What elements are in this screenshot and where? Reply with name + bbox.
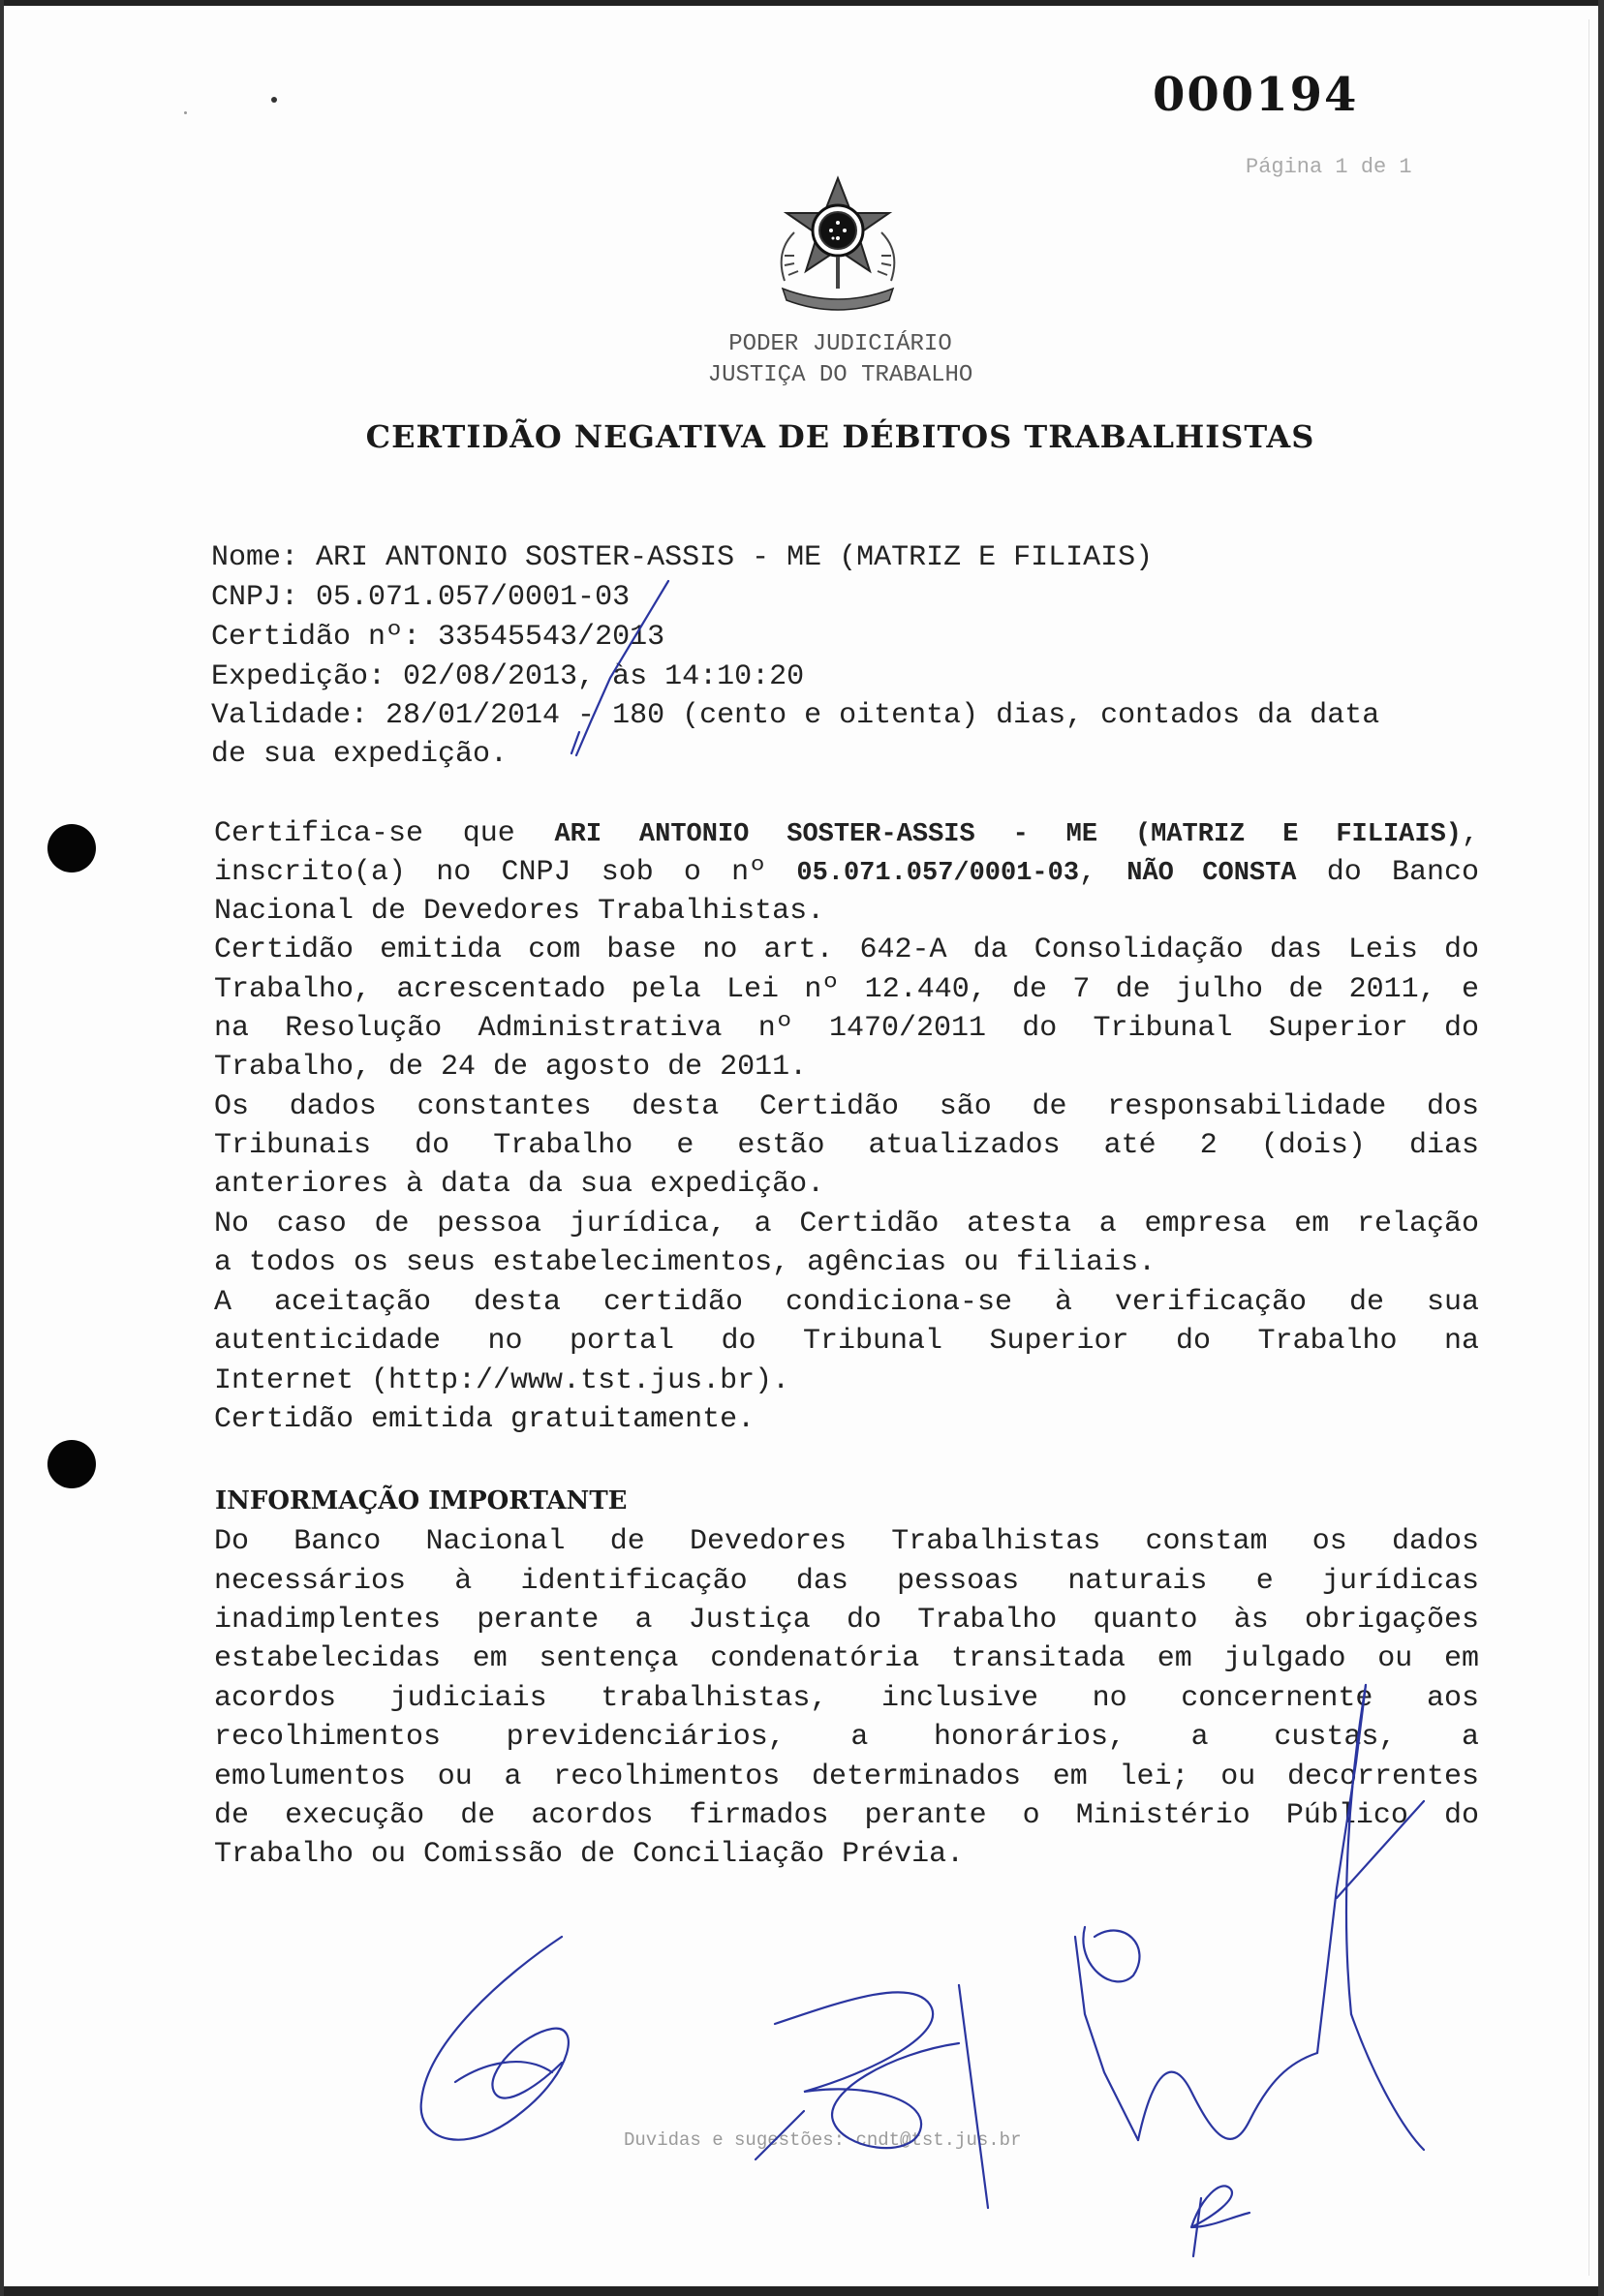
- punch-hole: [47, 1440, 96, 1488]
- field-nome: Nome: ARI ANTONIO SOSTER-ASSIS - ME (MATRIZ E FILIAIS): [211, 541, 1154, 574]
- certification-line: No caso de pessoa jurídica, a Certidão atesta a empresa em relação: [214, 1208, 1479, 1240]
- certification-line: Tribunais do Trabalho e estão atualizados até 2 (dois) dias: [214, 1129, 1479, 1162]
- certification-line: Trabalho, acrescentado pela Lei nº 12.440, de 7 de julho de 2011, e: [214, 973, 1479, 1006]
- signature-right: [1075, 1937, 1138, 2140]
- scan-border-left: [0, 0, 4, 2296]
- punch-hole: [47, 824, 96, 872]
- signature-left: [455, 2062, 552, 2082]
- certification-line: a todos os seus estabelecimentos, agências ou filiais.: [214, 1246, 1157, 1279]
- certification-text: inscrito(a) no CNPJ sob o nº: [214, 856, 767, 889]
- certification-line: Internet (http://www.tst.jus.br).: [214, 1364, 790, 1397]
- header-poder-judiciario: PODER JUDICIÁRIO: [728, 331, 952, 357]
- cnpj-bold: 05.071.057/0001-03: [796, 859, 1080, 888]
- signature-right: [1351, 2014, 1424, 2150]
- certification-line: Nacional de Devedores Trabalhistas.: [214, 895, 825, 928]
- field-validade: Validade: 28/01/2014 - 180 (cento e oitenta) dias, contados da data: [211, 699, 1380, 732]
- scan-border-bottom: [0, 2286, 1604, 2296]
- certification-line: Certidão emitida gratuitamente.: [214, 1403, 756, 1436]
- certification-line: [214, 856, 1479, 889]
- initials-mark: [1191, 2186, 1249, 2227]
- scan-speck: [271, 97, 277, 103]
- footer-contact: Duvidas e sugestões: cndt@tst.jus.br: [624, 2129, 1022, 2151]
- important-info-line: Do Banco Nacional de Devedores Trabalhistas constam os dados: [214, 1525, 1479, 1558]
- certification-line: Certidão emitida com base no art. 642-A da Consolidação das Leis do: [214, 934, 1479, 966]
- brazil-coat-of-arms-icon: [756, 174, 920, 324]
- signature-center: [775, 1992, 959, 2148]
- certification-line: Os dados constantes desta Certidão são de responsabilidade dos: [214, 1090, 1479, 1123]
- important-info-line: emolumentos ou a recolhimentos determinados em lei; ou decorrentes: [214, 1760, 1479, 1793]
- scan-border-right: [1598, 0, 1604, 2296]
- certification-text: do Banco: [1326, 856, 1479, 889]
- certification-line: autenticidade no portal do Tribunal Superior do Trabalho na: [214, 1325, 1479, 1358]
- certification-line: na Resolução Administrativa nº 1470/2011 do Tribunal Superior do: [214, 1012, 1479, 1045]
- document-title: CERTIDÃO NEGATIVA DE DÉBITOS TRABALHISTAS: [365, 418, 1315, 455]
- signature-center: [959, 1985, 988, 2208]
- important-info-line: Trabalho ou Comissão de Conciliação Prévia.: [214, 1838, 965, 1871]
- important-info-line: acordos judiciais trabalhistas, inclusive no concernente aos: [214, 1682, 1479, 1715]
- important-info-line: estabelecidas em sentença condenatória transitada em julgado ou em: [214, 1642, 1479, 1675]
- important-info-line: necessários à identificação das pessoas naturais e jurídicas: [214, 1565, 1479, 1598]
- scan-border-top: [0, 0, 1604, 6]
- certification-line: [214, 817, 1479, 850]
- initials-mark: [1193, 2198, 1201, 2256]
- important-info-line: inadimplentes perante a Justiça do Trabalho quanto às obrigações: [214, 1604, 1479, 1637]
- certification-line: A aceitação desta certidão condiciona-se à verificação de sua: [214, 1286, 1479, 1319]
- page-stamp-number: 000194: [1153, 68, 1359, 122]
- important-info-line: de execução de acordos firmados perante o Ministério Público do: [214, 1799, 1479, 1832]
- signature-right: [1138, 2053, 1317, 2140]
- header-justica-do-trabalho: JUSTIÇA DO TRABALHO: [707, 362, 973, 388]
- certification-line: Trabalho, de 24 de agosto de 2011.: [214, 1051, 808, 1084]
- certification-line: anteriores à data da sua expedição.: [214, 1168, 825, 1201]
- field-validade-continuation: de sua expedição.: [211, 738, 509, 771]
- status-nao-consta: NÃO CONSTA: [1126, 859, 1297, 888]
- important-info-heading: INFORMAÇÃO IMPORTANTE: [215, 1486, 628, 1515]
- page-counter: Página 1 de 1: [1246, 155, 1412, 179]
- field-certidao-numero: Certidão nº: 33545543/2013: [211, 621, 665, 654]
- field-cnpj: CNPJ: 05.071.057/0001-03: [211, 581, 631, 614]
- field-expedicao: Expedição: 02/08/2013, às 14:10:20: [211, 660, 805, 693]
- certification-text: ,: [1079, 856, 1097, 889]
- certification-text: Certifica-se que: [214, 817, 515, 850]
- company-name-bold: ARI ANTONIO SOSTER-ASSIS - ME (MATRIZ E FILIAIS): [554, 820, 1462, 849]
- scan-speck: [184, 111, 187, 114]
- signature-left: [421, 1937, 569, 2140]
- signature-right: [1083, 1927, 1139, 1981]
- certification-text: ,: [1461, 817, 1479, 850]
- important-info-line: recolhimentos previdenciários, a honorários, a custas, a: [214, 1721, 1479, 1754]
